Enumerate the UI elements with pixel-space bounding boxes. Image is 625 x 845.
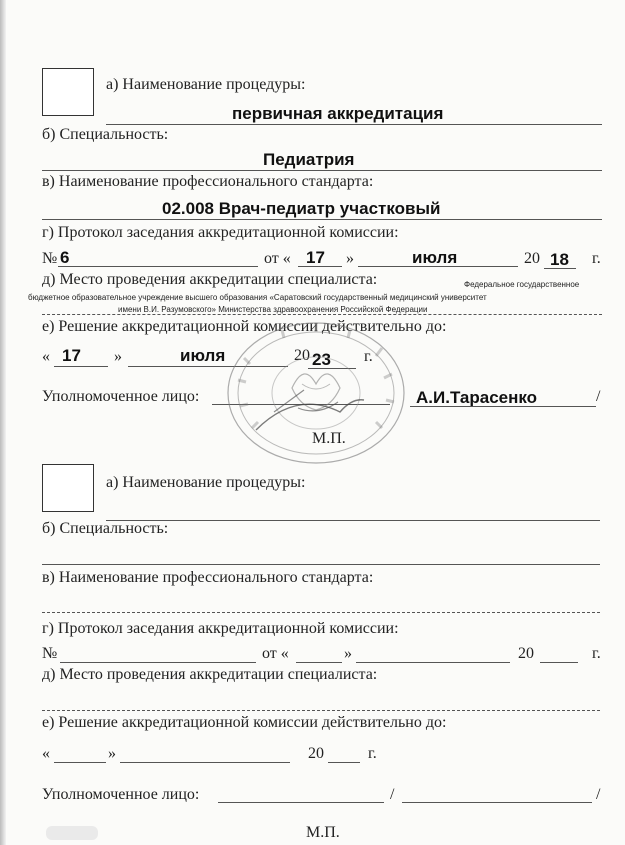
protocol-month-line-2[interactable]	[356, 662, 510, 663]
protocol-month-line	[358, 266, 518, 267]
place-line-1: Федеральное государственное	[464, 280, 580, 289]
checkbox-procedure-2[interactable]	[42, 464, 94, 512]
authorized-name-line	[410, 406, 596, 407]
authorized-signature-line-2[interactable]	[218, 802, 384, 803]
procedure-line-2[interactable]	[106, 520, 600, 521]
standard-line	[42, 219, 602, 220]
protocol-date-close: »	[346, 250, 354, 267]
authorized-slash-2b: /	[596, 786, 601, 803]
valid-until-label-2: е) Решение аккредитационной комиссии действительно до:	[42, 714, 447, 731]
seal-place-label: М.П.	[312, 430, 346, 447]
valid-year: 23	[312, 350, 331, 369]
protocol-month: июля	[412, 248, 458, 267]
protocol-number-prefix: №	[42, 250, 58, 267]
standard-label: в) Наименование профессионального стандарта:	[42, 173, 374, 190]
valid-close-quote-2: »	[108, 745, 116, 762]
authorized-name: А.И.Тарасенко	[416, 388, 538, 407]
protocol-day-line	[298, 266, 342, 267]
specialty-label-2: б) Специальность:	[42, 520, 169, 537]
valid-year-prefix: 20	[294, 347, 310, 364]
standard-label-2: в) Наименование профессионального стандарта:	[42, 569, 374, 586]
valid-year-suffix-2: г.	[368, 745, 377, 762]
protocol-year: 18	[550, 250, 569, 269]
place-line-2[interactable]	[42, 710, 600, 711]
valid-day-line	[54, 366, 108, 367]
protocol-day-line-2[interactable]	[296, 662, 342, 663]
place-line-3: имени В.И. Разумовского» Министерства здравоохранения Российской Федерации	[118, 305, 428, 314]
specialty-value: Педиатрия	[263, 150, 355, 169]
protocol-date-open-2: от «	[262, 645, 289, 662]
valid-year-prefix-2: 20	[308, 745, 324, 762]
valid-day-line-2[interactable]	[54, 762, 106, 763]
protocol-number-prefix-2: №	[42, 645, 58, 662]
valid-open-quote-2: «	[42, 745, 50, 762]
specialty-line	[42, 170, 602, 171]
protocol-year-line	[544, 268, 576, 269]
standard-value: 02.008 Врач-педиатр участковый	[162, 199, 441, 218]
authorized-label-2: Уполномоченное лицо:	[42, 786, 200, 803]
place-line	[42, 314, 602, 315]
checkbox-procedure-1[interactable]	[42, 68, 94, 116]
procedure-value: первичная аккредитация	[232, 104, 444, 123]
scan-smudge	[46, 826, 98, 840]
valid-month-line-2[interactable]	[120, 762, 290, 763]
valid-close-quote: »	[114, 348, 122, 365]
page-edge-shadow	[0, 0, 6, 845]
authorized-name-line-2[interactable]	[402, 802, 592, 803]
place-line-2: бюджетное образовательное учреждение высшего образования «Саратовский государственный медицинский университет	[28, 293, 487, 302]
protocol-label: г) Протокол заседания аккредитационной комиссии:	[42, 224, 399, 241]
protocol-date-open: от «	[264, 250, 291, 267]
valid-until-label: е) Решение аккредитационной комиссии действительно до:	[42, 318, 447, 335]
valid-year-line-2[interactable]	[328, 762, 360, 763]
protocol-day: 17	[306, 248, 325, 267]
specialty-line-2[interactable]	[42, 564, 600, 565]
protocol-number-line-2[interactable]	[60, 662, 256, 663]
valid-day: 17	[62, 346, 81, 365]
authorized-label: Уполномоченное лицо:	[42, 388, 200, 405]
valid-month: июля	[180, 346, 226, 365]
procedure-label: а) Наименование процедуры:	[106, 76, 306, 93]
protocol-year-prefix: 20	[524, 250, 540, 267]
protocol-year-line-2[interactable]	[540, 662, 578, 663]
protocol-number-value: 6	[60, 248, 70, 267]
procedure-label-2: а) Наименование процедуры:	[106, 474, 306, 491]
authorized-slash-2a: /	[390, 786, 395, 803]
official-seal-icon	[222, 318, 410, 468]
protocol-year-suffix-2: г.	[592, 645, 601, 662]
specialty-label: б) Специальность:	[42, 126, 169, 143]
standard-line-2[interactable]	[42, 612, 600, 613]
authorized-slash: /	[596, 388, 601, 405]
valid-year-suffix: г.	[364, 348, 373, 365]
place-label: д) Место проведения аккредитации специалиста:	[42, 271, 378, 288]
protocol-label-2: г) Протокол заседания аккредитационной комиссии:	[42, 620, 399, 637]
protocol-year-suffix: г.	[592, 250, 601, 267]
seal-place-label-2: М.П.	[306, 824, 340, 841]
protocol-year-prefix-2: 20	[518, 645, 534, 662]
valid-open-quote: «	[42, 348, 50, 365]
protocol-date-close-2: »	[344, 645, 352, 662]
procedure-line	[106, 124, 602, 125]
place-label-2: д) Место проведения аккредитации специалиста:	[42, 666, 378, 683]
protocol-number-line	[58, 266, 258, 267]
